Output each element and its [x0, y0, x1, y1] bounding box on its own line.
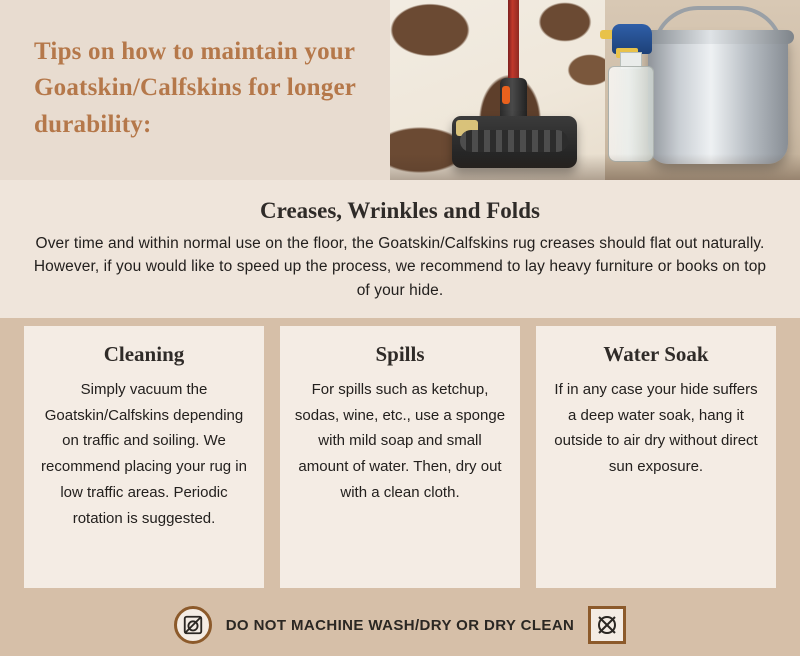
- vacuum-pole: [508, 0, 519, 86]
- no-dry-clean-icon: [588, 606, 626, 644]
- creases-body: Over time and within normal use on the floor, the Goatskin/Calfskins rug creases should flat out naturally. However, if you would like to speed up the process, we recommend to lay heavy furniture or books on top of your hide.: [33, 235, 767, 299]
- card-water-soak-body: If in any case your hide suffers a deep water soak, hang it outside to air dry without direct sun exposure.: [554, 380, 758, 476]
- footer-text: DO NOT MACHINE WASH/DRY OR DRY CLEAN: [225, 616, 575, 634]
- spray-bottle-image: [608, 66, 654, 162]
- page-title: Tips on how to maintain your Goatskin/Calfskins for longer durability:: [34, 38, 356, 138]
- card-cleaning-title: Cleaning: [103, 341, 185, 366]
- creases-title: Creases, Wrinkles and Folds: [260, 198, 540, 223]
- metal-bucket-image: [648, 34, 788, 164]
- card-spills: [280, 326, 520, 588]
- card-spills-title: Spills: [375, 341, 425, 366]
- creases-section: [0, 180, 800, 318]
- card-cleaning: [24, 326, 264, 588]
- vacuum-roller: [460, 130, 568, 152]
- hero-photo: [390, 0, 800, 180]
- card-cleaning-body: Simply vacuum the Goatskin/Calfskins depending on traffic and soiling. We recommend placing your rug in low traffic areas. Periodic rotation is suggested.: [41, 380, 247, 527]
- card-water-soak-title: Water Soak: [603, 341, 709, 366]
- bucket-rim: [642, 30, 794, 44]
- tips-cards-row: [0, 318, 800, 594]
- vacuum-accent: [502, 86, 510, 104]
- card-spills-body: For spills such as ketchup, sodas, wine, etc., use a sponge with mild soap and small amount of water. Then, dry out with a clean cloth.: [294, 380, 506, 501]
- card-water-soak: [536, 326, 776, 588]
- floor-shadow: [390, 154, 800, 180]
- top-banner: [0, 0, 800, 180]
- footer-care-instructions: [0, 594, 800, 656]
- headline-container: [0, 0, 390, 180]
- no-machine-wash-icon: [174, 606, 212, 644]
